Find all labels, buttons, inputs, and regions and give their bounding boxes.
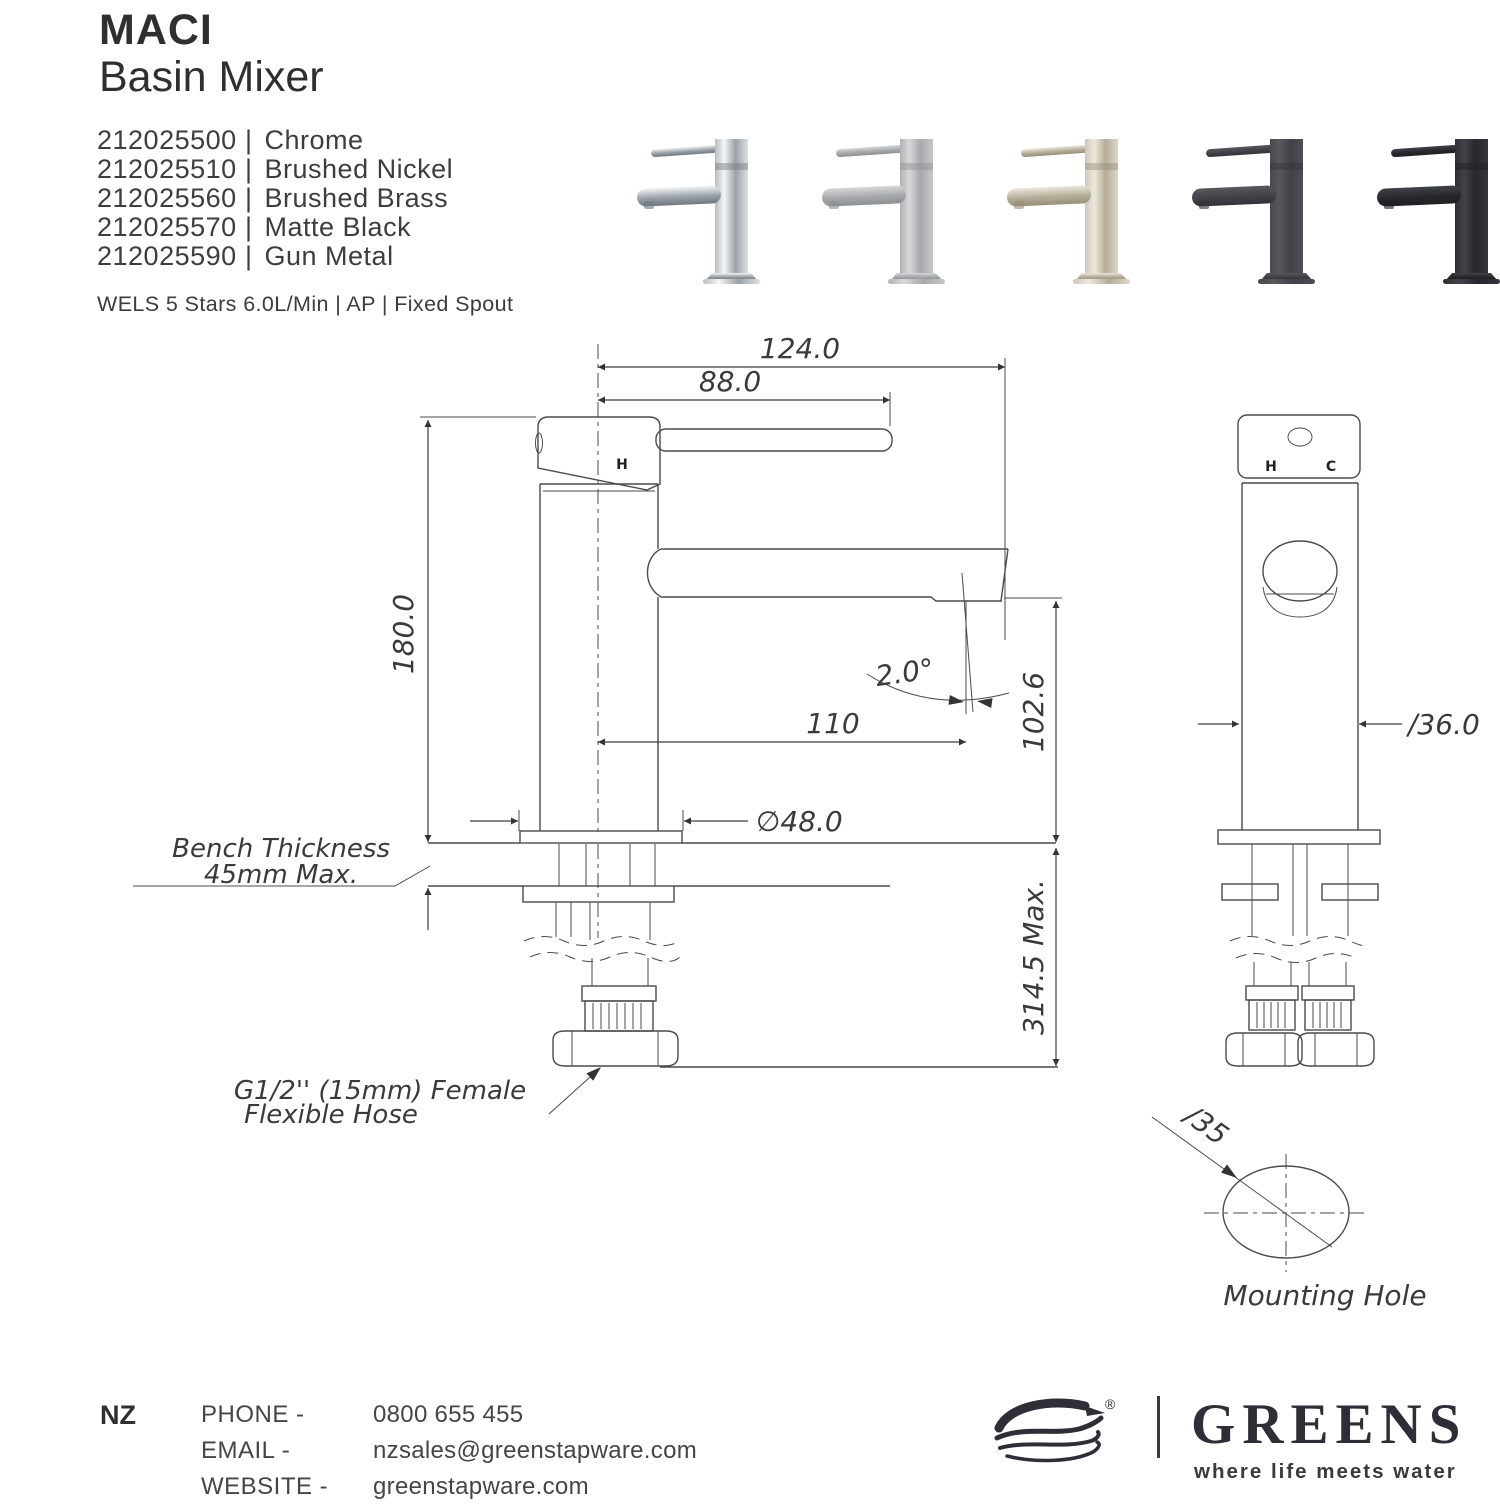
variant-finish: Matte Black: [264, 212, 412, 242]
variant-separator: |: [245, 241, 253, 271]
dim-hole-diameter: ∕35: [1178, 1098, 1235, 1152]
cold-indicator: C: [1325, 459, 1337, 475]
contact-label: EMAIL -: [201, 1437, 291, 1464]
registered-mark: ®: [1105, 1396, 1116, 1412]
variant-finish: Brushed Nickel: [264, 154, 454, 184]
variant-code: 212025590: [97, 241, 237, 271]
contact-row: [201, 1398, 697, 1434]
spec-line: WELS 5 Stars 6.0L/Min | AP | Fixed Spout: [97, 292, 514, 316]
dim-body-diameter: ∕36.0: [1408, 708, 1480, 741]
product-type: Basin Mixer: [99, 53, 324, 101]
variant-finish: Gun Metal: [264, 241, 394, 271]
greens-logo: [993, 1390, 1500, 1495]
contact-list: [201, 1398, 697, 1506]
hose-label-2: Flexible Hose: [244, 1100, 418, 1130]
dim-hose-length: 314.5 Max.: [1017, 879, 1050, 1035]
footer-region: NZ: [100, 1400, 136, 1430]
variant-separator: |: [245, 154, 253, 184]
dim-spout-angle: 2.0°: [873, 652, 936, 694]
dim-overall-reach: 124.0: [759, 332, 841, 365]
dim-height: 180.0: [387, 593, 420, 675]
side-view: [1198, 415, 1480, 1066]
mounting-hole-label: Mounting Hole: [1223, 1279, 1427, 1312]
logo-name: GREENS: [1191, 1393, 1468, 1456]
logo-divider: [1157, 1396, 1160, 1458]
variant-separator: |: [245, 183, 253, 213]
dim-base-diameter: ∅48.0: [756, 805, 843, 838]
contact-label: PHONE -: [201, 1401, 305, 1428]
contact-row: [201, 1434, 697, 1470]
bench-thickness-label-1: Bench Thickness: [172, 834, 390, 864]
dim-outlet-height: 102.6: [1017, 671, 1050, 753]
contact-value: nzsales@greenstapware.com: [373, 1437, 698, 1464]
variant-code: 212025560: [97, 183, 237, 213]
hot-indicator-main: H: [616, 457, 628, 473]
front-view: [133, 332, 1062, 1130]
dim-handle-reach: 88.0: [698, 365, 762, 398]
mounting-hole-view: [1152, 1097, 1427, 1312]
dim-spout-reach: 110: [806, 707, 860, 740]
contact-value: greenstapware.com: [373, 1473, 589, 1500]
logo-tagline: where life meets water: [1194, 1460, 1457, 1483]
contact-value: 0800 655 455: [373, 1401, 524, 1428]
hose-label-1: G1/2'' (15mm) Female: [233, 1076, 527, 1106]
variant-finish: Chrome: [264, 125, 364, 155]
product-series: MACI: [99, 6, 213, 54]
variant-finish: Brushed Brass: [264, 183, 449, 213]
bench-thickness-label-2: 45mm Max.: [203, 860, 358, 890]
variant-separator: |: [245, 212, 253, 242]
contact-row: [201, 1470, 697, 1506]
variant-code: 212025500: [97, 125, 237, 155]
contact-label: WEBSITE -: [201, 1473, 329, 1500]
variant-code: 212025570: [97, 212, 237, 242]
variant-code: 212025510: [97, 154, 237, 184]
hot-indicator: H: [1265, 459, 1277, 475]
variant-separator: |: [245, 125, 253, 155]
